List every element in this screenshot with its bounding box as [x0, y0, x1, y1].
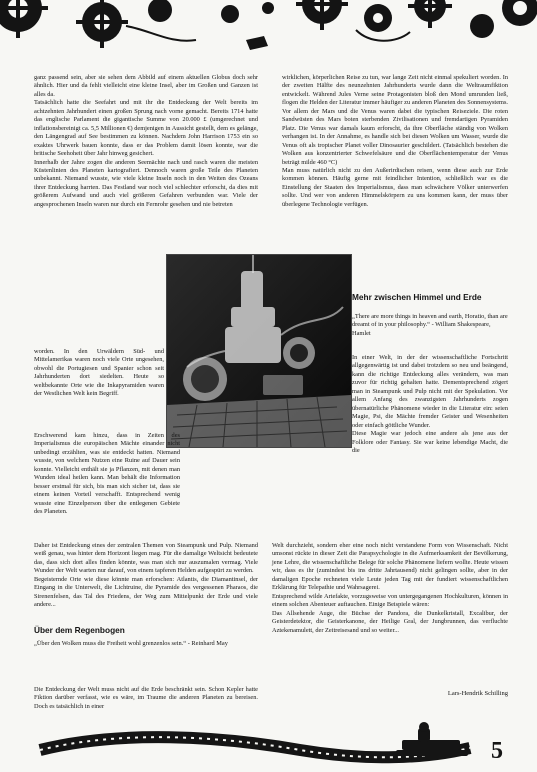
film-strip-decoration [0, 720, 537, 772]
body-paragraph: Welt durchzieht, sondern eher eine noch nicht verstandene Form von Wissenschaft. Nicht umsonst rückte in dieser Zeit die Parapsychologie in die Aufmerksamkeit der Bevölkerung, jene Lehre, die wissenschaftliche Belege für solche Phänomene liefern wollte. Heute wissen wir, dass es ihr (zumindest bis ins dritte Jahrtausend) nicht gelingen sollte, aber in der damaligen Epoche rechneten viele Leute jeden Tag mit der fundiert wissenschaftlichen Erklärung für Telepathie und Wahrsagerei. [272, 542, 508, 592]
body-paragraph: Das Allsehende Auge, die Büchse der Pandora, die Dunkelkristall, Excalibur, der Geisterdetektor, die Geisterkanone, der Heilige Gral, der Jungbrunnen, das verfluchte Aztekenamulett, der Zeitreisesand und so weiter... [272, 609, 508, 634]
right-column-section [352, 354, 508, 455]
body-paragraph: Tatsächlich hatte die Seefahrt und mit ihr die Entdeckung der Welt bereits im achtzehnten Jahrhundert einen großen Sprung nach vorne gemacht. Bereits 1714 hatte das englische Parlament die gigantische Summe von 20.000 £ (umgerechnet und inflationsbereinigt ca. 5,5 Millionen €) demjenigen in Aussicht gestellt, dem es gelänge, den Längengrad auf See bestimmen zu können. Nachdem John Harrison 1753 ein so exaktes Uhrwerk bauen konnte, dass er das Problem damit lösen konnte, war die britische Seehoheit über Jahr hinweg gesichert. [34, 99, 258, 158]
body-paragraph: Daher ist Entdeckung eines der zentralen Themen von Steampunk und Pulp. Niemand weiß genau, was hinter dem Horizont liegen mag. Für die damalige Weltsicht bedeutete das, dass sich dort alles finden könnte, was man sich nur auszumalen vermag. Viele Wunder der Welt warten nur darauf, von einem tapferen Helden aufgespürt zu werden. [34, 542, 258, 575]
machine-illustration [167, 255, 351, 447]
body-paragraph: Innerhalb der Jahre zogen die anderen Seemächte nach und rasch waren die meisten Küstenlinien des Planeten kartografiert. Dennoch waren große Teile des Planeten unbekannt. Niemand wusste, wie viele kleine Inseln noch in den Weiten des Ozeans ihrer Entdeckung harrten. Das Festland war noch viel schlechter erforscht, da dies mit größerem Aufwand und auch viel größeren Gefahren verbunden war. Viele der angesprochenen Inseln waren nur durch ein Fernrohr gesehen und nie betreten [34, 158, 258, 208]
body-paragraph: Entsprechend wilde Artefakte, vorzugsweise von untergegangenen Hochkulturen, können in einem solchen Abenteuer auftauchen. Einige Beispiele wären: [272, 592, 508, 609]
bottom-left-block [34, 542, 258, 635]
right-column-upper [282, 74, 508, 209]
body-paragraph: Begeisternde Orte wie diese könnte man erforschen: Atlantis, die Diamantinsel, der Eingang in die Unterwelt, die Lichtruine, die Pyramide des vergessenen Pharaos, die Sirenenfelsen, das Tal des Friedens, der Weg zum Mittelpunkt der Erde und viele andere... [34, 575, 258, 609]
left-wrap-paragraph: worden. In den Urwäldern Süd- und Mittelamerikas waren noch viele Orte ungesehen, obwohl die Portugiesen und Spanier schon seit Jahrhunderten dort siedelten. Heute so weltbekannte Orte wie die Inkapyramiden waren der Westlichen Welt kein Begriff. [34, 348, 164, 398]
left-end-paragraph: Die Entdeckung der Welt muss nicht auf die Erde beschränkt sein. Schon Kepler hatte Fiktion darüber verfasst, wie es wäre, im Traume die anderen Planeten zu bereisen. Doch es tatsächlich in einer [34, 686, 258, 710]
steampunk-machine-photo [166, 254, 352, 448]
left-lower-paragraph: Erschwerend kam hinzu, dass in Zeiten des Imperialismus die europäischen Mächte einander nicht unbedingt erzählten, was sie entdeckt hatten. Niemand wusste, von welchem Nutzen eine Ruine auf Dauer sein konnte. Vielleicht enthält sie ja Pflanzen, mit denen man Wunden ideal heilen kann. Man behält die Information besser erstmal für sich, bis man sich sicher ist, dass sie einem keinen Vorteil verschafft. Entsprechend wenig wusste eine Einzelperson über die entlegenen Gebiete des Planeten. [34, 432, 180, 516]
gears-decoration [0, 0, 537, 60]
bottom-right-block [272, 542, 508, 635]
epigraph-quote-1: „There are more things in heaven and earth, Horatio, than are dreamt of in your philosophy.“ - William Shakespeare, Hamlet [352, 313, 508, 337]
section-heading-1: Mehr zwischen Himmel und Erde [352, 292, 482, 302]
left-column-upper [34, 74, 258, 209]
epigraph-quote-2: „Über den Wolken muss die Freiheit wohl grenzenlos sein.“ - Reinhard May [34, 640, 228, 647]
body-paragraph: wirklichen, körperlichen Reise zu tun, war lange Zeit nicht einmal spekuliert worden. In der zweiten Hälfte des neunzehnten Jahrhunderts wurde dann die Weltraumfiktion entwickelt. Während Jules Verne seine Protagonisten bloß den Mond umrunden ließ, flogen die Helden der Literatur immer häufiger zu anderen Planeten des Sonnensystems. Vor allem der Mars und die Venus waren dabei die typischen Reiseziele. Die roten Sandwüsten des Mars boten sterbenden Zivilisationen und fremdartigen Pyramiden Platz. Die Venus war damals kaum erforscht, da ihre Oberfläche ständig von Wolken verhangen ist. In der Annahme, es handle sich bei diesen Wolken um Wasser, wurde die Venus oft als tropischer Planet voller Dinosaurier geschildert. (Tatsächlich bestehen die Wolken aus konzentrierter Schwefelsäure und die Oberflächentemperatur der Venus beträgt mildе 460 °C) [282, 74, 508, 166]
body-paragraph: Diese Magie war jedoch eine andere als jene aus der Folklore oder Fantasy. Sie war keine lebendige Macht, die die [352, 430, 508, 454]
body-paragraph: ganz passend sein, aber sie sehen dem Abbild auf einem aktuellen Globus doch sehr ähnlich. Hier und da fehlt vielleicht eine kleine Insel, aber im Großen und Ganzen ist alles da. [34, 74, 258, 98]
body-paragraph: In einer Welt, in der der wissenschaftliche Fortschritt allgegenwärtig ist und dabei trotzdem so neu und beängend, kann die richtige Entdeckung alles verändern, was man zuvor für richtig gehalten hatte. Dementsprechend zögert man in Steampunk und Pulp nicht mit der Spekulation. Vor allem Anfang des zwanzigsten Jahrhunderts zogen übernatürliche Phänomene wieder in die Literatur ein: seien Magie, Psi, die Mächte fremder Geister und Wesenheiten oder einfach göttliche Wunder. [352, 354, 508, 429]
section-heading-2: Über dem Regenbogen [34, 625, 125, 635]
author-signature: Lars-Hendrik Schilling [447, 690, 508, 697]
page-number: 5 [491, 738, 503, 764]
body-paragraph: Man muss natürlich nicht zu den Außerirdischen reisen, wenn diese auch zur Erde kommen können. Häufig gerne mit feindlicher Intention, schließlich war es die Einstellung der Staaten des Imperialismus, dass man schwächere Völker unterwerfen sollte. Und wer von anderen Himmelskörpern zu uns kommen kann, der muss über überlegene Technologie verfügen. [282, 166, 508, 208]
bottom-text-block [34, 542, 508, 635]
